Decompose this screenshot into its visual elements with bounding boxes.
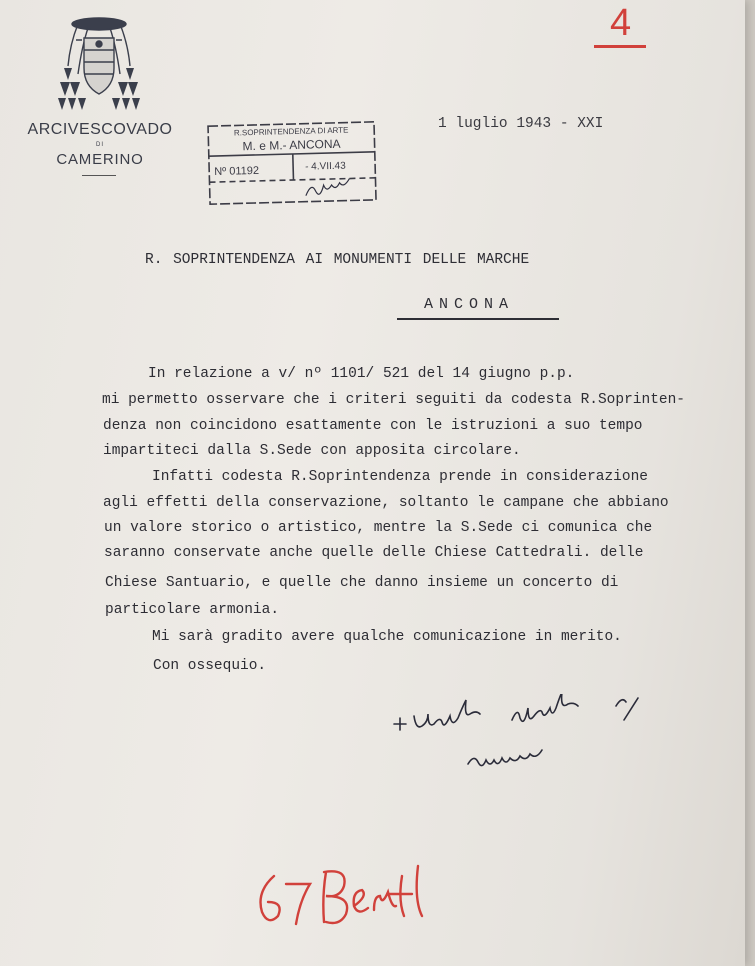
- recipient-name: R. SOPRINTENDENZA AI MONUMENTI DELLE MARCHE: [145, 252, 530, 268]
- signature: [388, 694, 670, 784]
- letterhead-di: DI: [96, 142, 104, 148]
- protocol-stamp: [204, 116, 381, 209]
- body-line: Con ossequio.: [153, 658, 267, 674]
- stamp-date: - 4.VII.43: [304, 160, 346, 173]
- body-line: Chiese Santuario, e quelle che danno insieme un concerto di: [105, 575, 619, 591]
- body-line: mi permetto osservare che i criteri seguiti da codesta R.Soprinten-: [102, 392, 685, 408]
- body-line: Mi sarà gradito avere qualche comunicazione in merito.: [152, 629, 622, 645]
- body-line: agli effetti della conservazione, soltanto le campane che abbiano: [103, 495, 669, 511]
- body-line: saranno conservate anche quelle delle Chiese Cattedrali. delle: [104, 545, 644, 561]
- letterhead-city: CAMERINO: [56, 151, 144, 168]
- stamp-initials: [305, 179, 349, 196]
- letterhead-archdiocese: ARCIVESCOVADO: [27, 121, 173, 138]
- folio-number: 4: [610, 2, 632, 44]
- body-line: In relazione a v/ nº 1101/ 521 del 14 giugno p.p.: [148, 366, 575, 382]
- body-line: impartiteci dalla S.Sede con apposita circolare.: [103, 443, 521, 459]
- stamp-office: R.SOPRINTENDENZA DI ARTE: [233, 125, 349, 138]
- stamp-number: Nº 01192: [214, 164, 260, 179]
- body-line: Infatti codesta R.Soprintendenza prende in considerazione: [152, 469, 648, 485]
- body-line: un valore storico o artistico, mentre la S.Sede ci comunica che: [104, 520, 653, 536]
- red-pencil-annotation: [252, 858, 442, 934]
- coat-of-arms-icon: [48, 14, 150, 114]
- recipient-city: ANCONA: [424, 296, 515, 313]
- letter-date: 1 luglio 1943 - XXI: [438, 116, 604, 132]
- body-line: denza non coincidono esattamente con le istruzioni a suo tempo: [103, 418, 643, 434]
- folio-underline: [594, 45, 646, 48]
- recipient-city-underline: [397, 318, 559, 320]
- stamp-location: M. e M.- ANCONA: [242, 136, 341, 154]
- body-line: particolare armonia.: [105, 602, 280, 618]
- letterhead-divider: [82, 175, 116, 176]
